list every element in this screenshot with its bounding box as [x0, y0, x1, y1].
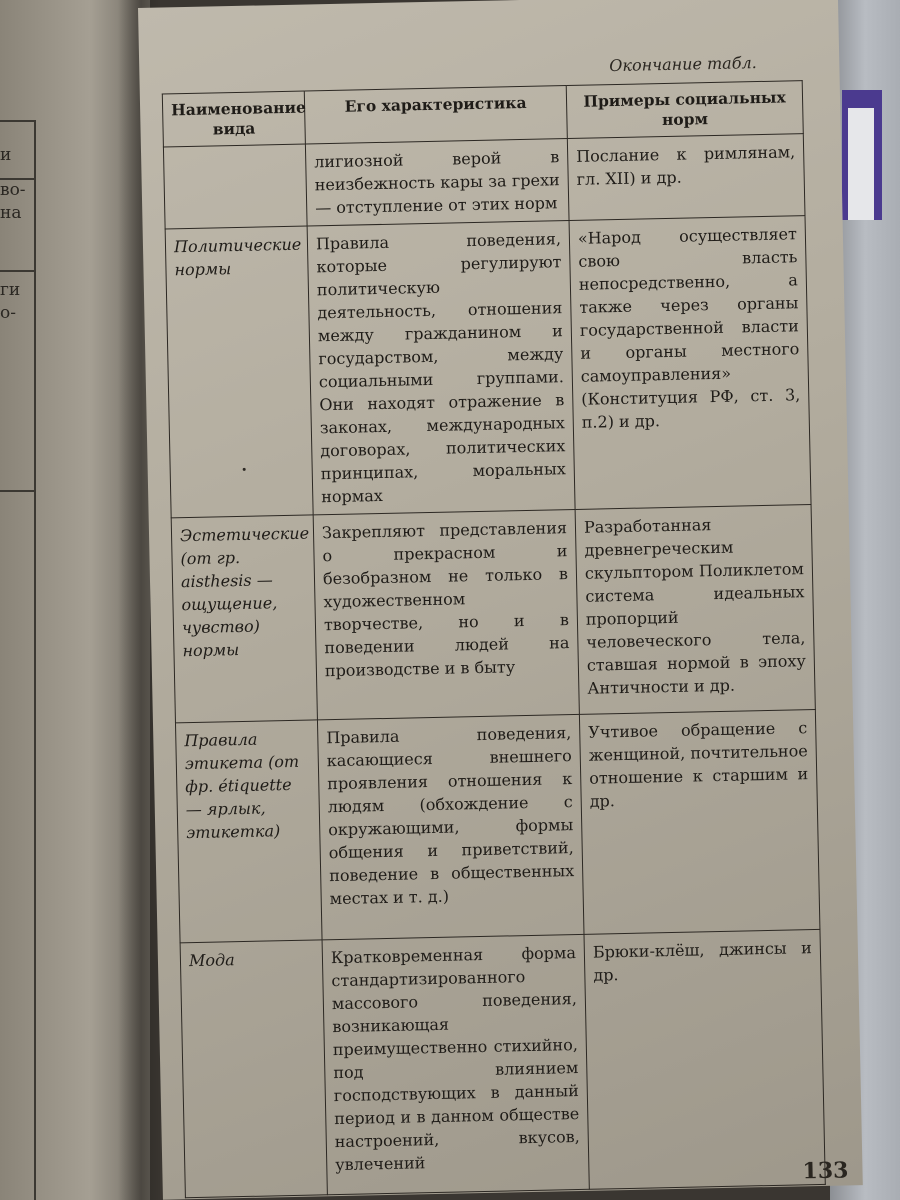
left-table-rule — [0, 270, 34, 272]
left-fragment: и — [0, 145, 12, 165]
header-name: Наименование вида — [162, 91, 305, 147]
page-number: 133 — [802, 1157, 849, 1185]
norm-example: Учтивое обращение с женщиной, почтительное отношение к старшим и др. — [579, 709, 820, 934]
norm-example: Послание к римлянам, гл. XII) и др. — [567, 134, 805, 221]
table-row — [163, 134, 805, 229]
norm-example: Брюки-клёш, джинсы и др. — [584, 929, 825, 1189]
norm-characteristic: Кратковременная форма стандартизированного массового поведения, возникающая преимущественно стихийно, под влиянием господствующих в данный период и в данном обществе настроений, вкусов, увлечений — [322, 934, 589, 1194]
social-norms-table — [162, 80, 826, 1198]
norm-name: Политические нормы — [165, 226, 313, 518]
norm-characteristic: Правила поведения, которые регулируют политическую деятельность, отношения между гражданином и государством, между социальными группами. Они находят отражение в законах, международных договорах, политических принципах, моральных нормах — [307, 221, 575, 515]
right-page — [138, 0, 863, 1200]
table-row — [171, 505, 815, 723]
table-row — [165, 216, 811, 518]
table-row — [175, 709, 819, 942]
continuation-label: Окончание табл. — [609, 53, 757, 76]
left-fragment: во- — [0, 180, 26, 200]
norm-name: Мода — [180, 940, 327, 1198]
norm-example: Разработанная древнегреческим скульптором Поликлетом система идеальных пропорций человеческого тела, ставшая нормой в эпоху Античности и др. — [575, 505, 815, 715]
norm-name — [163, 144, 307, 229]
table-row — [180, 929, 825, 1197]
header-characteristic: Его характеристика — [304, 86, 567, 144]
left-fragment: на — [0, 203, 22, 223]
norm-name: Эстетические (от гр. aisthesis — ощущение, чувство) нормы — [171, 515, 317, 723]
norm-name: Правила этикета (от фр. étiquette — ярлык, этикетка) — [175, 720, 322, 943]
norm-characteristic: лигиозной верой в неизбежность кары за грехи — отступление от этих норм — [305, 139, 569, 226]
header-examples: Примеры социальных норм — [566, 81, 803, 139]
print-speck — [243, 468, 246, 471]
norm-characteristic: Правила поведения, касающиеся внешнего проявления отношения к людям (обхождение с окружающими, формы общения и приветствий, поведение в общественных местах и т. д.) — [317, 714, 584, 939]
norm-characteristic: Закрепляют представления о прекрасном и безобразном не только в художественном творчестве, но и в поведении людей на производстве и в быту — [313, 509, 579, 719]
left-table-rule — [0, 120, 34, 122]
left-fragment: ги — [0, 280, 21, 300]
left-fragment: о- — [0, 303, 16, 323]
left-table-rule — [0, 490, 34, 492]
norm-example: «Народ осуществляет свою власть непосредственно, а также через органы государственной власти и органы местного самоуправления» (Конституция РФ, ст. 3, п.2) и др. — [569, 216, 811, 510]
bookmark-slit — [848, 108, 874, 220]
left-table-border — [34, 120, 36, 1200]
